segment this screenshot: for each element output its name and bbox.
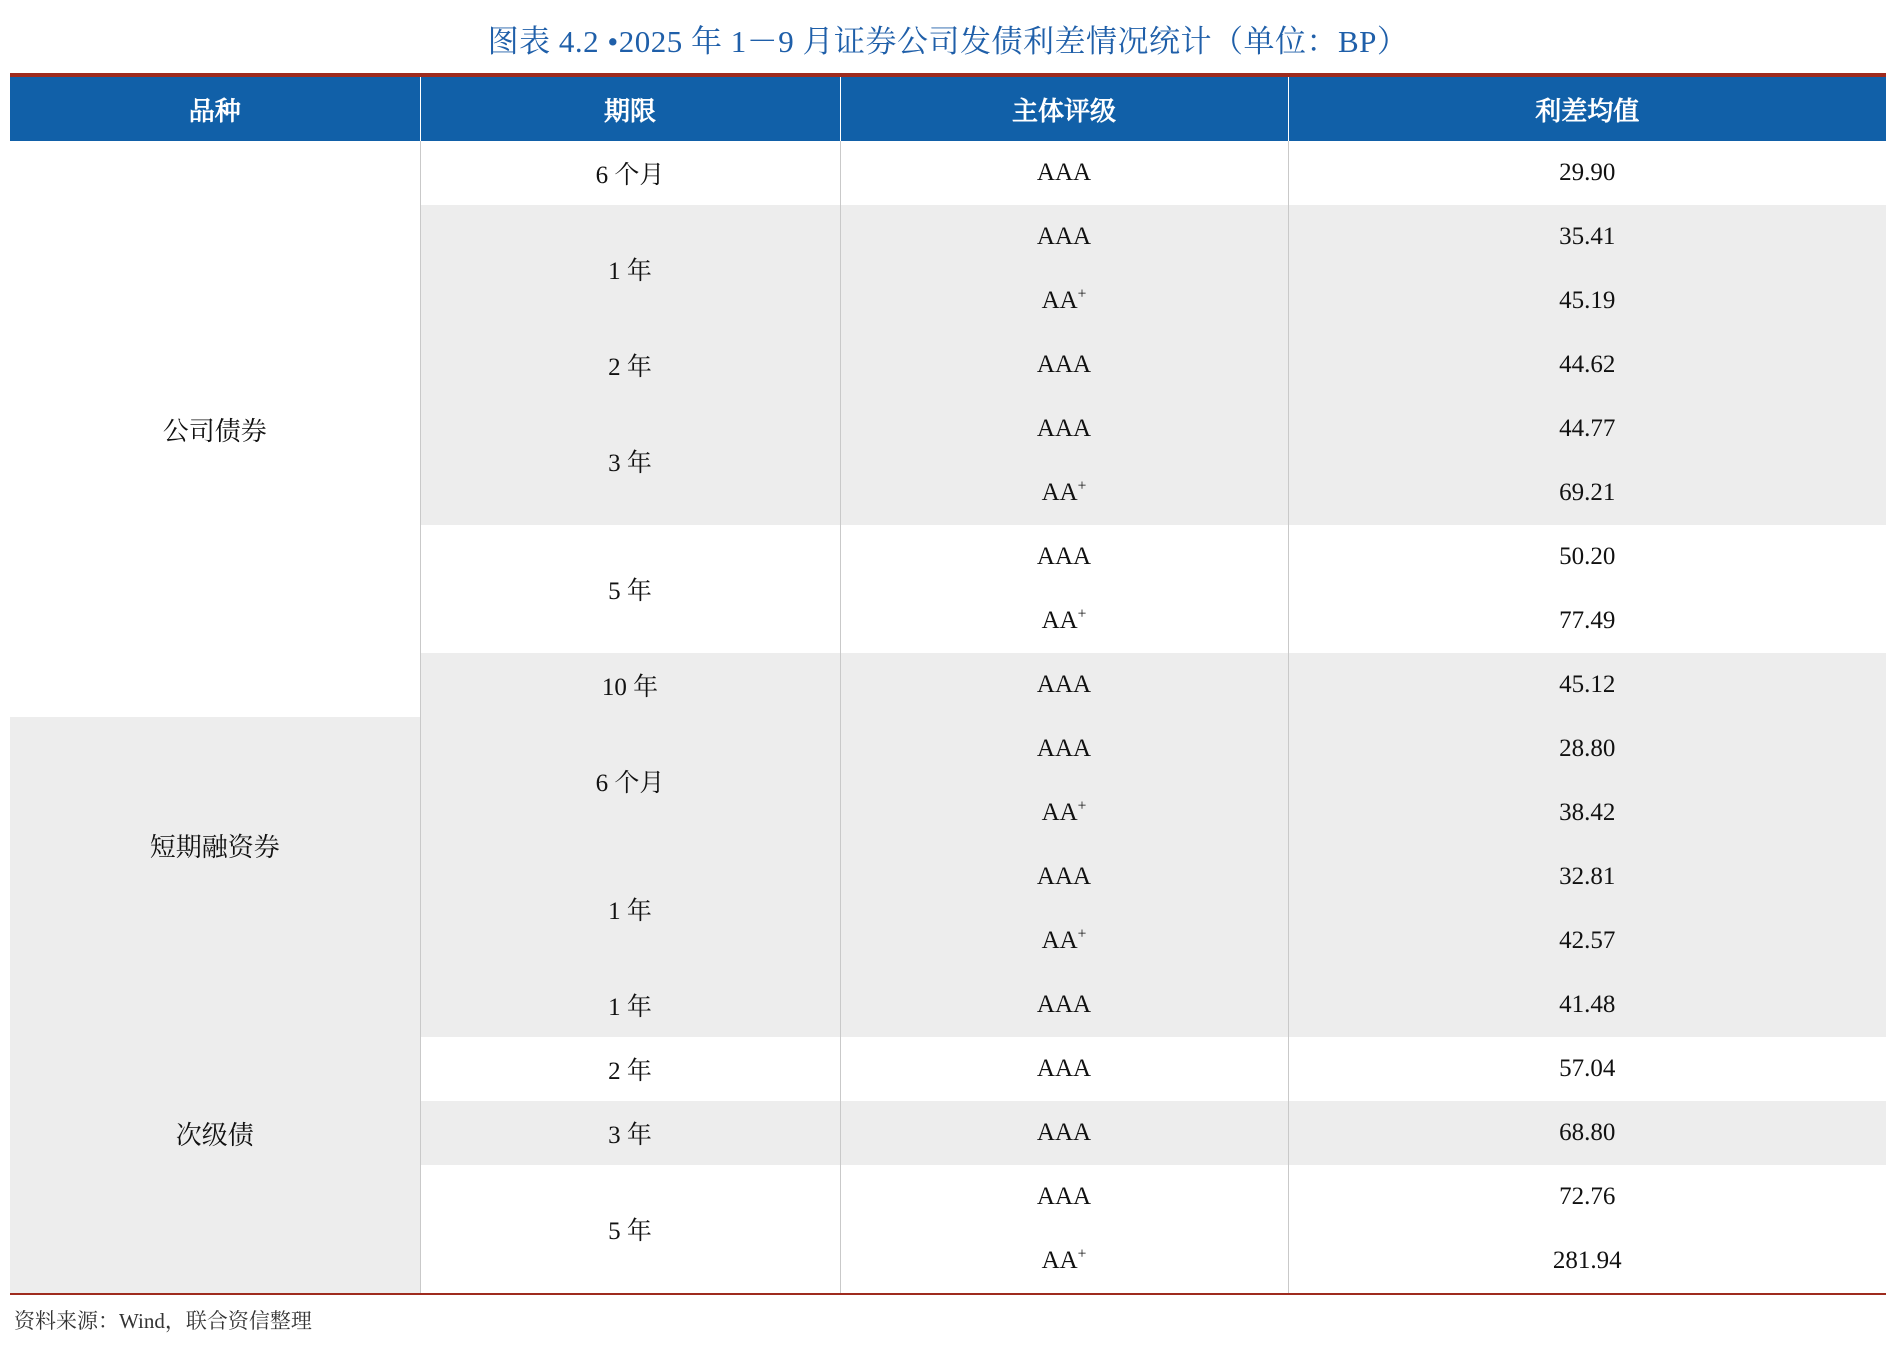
cell-rating: AA+ <box>840 1229 1288 1293</box>
cell-rating: AA+ <box>840 269 1288 333</box>
cell-term: 5 年 <box>420 525 840 653</box>
cell-rating: AAA <box>840 397 1288 461</box>
header-row <box>10 77 1886 141</box>
cell-spread-value: 32.81 <box>1288 845 1886 909</box>
figure-title: 图表 4.2 •2025 年 1－9 月证券公司发债利差情况统计（单位：BP） <box>487 24 1409 59</box>
cell-spread-value: 72.76 <box>1288 1165 1886 1229</box>
table-row <box>10 717 1886 781</box>
cell-spread-value: 77.49 <box>1288 589 1886 653</box>
cell-rating: AAA <box>840 717 1288 781</box>
column-header-rating: 主体评级 <box>840 77 1288 141</box>
table-row <box>10 141 1886 205</box>
rating-plus-sign: + <box>1077 925 1087 943</box>
table-body <box>10 141 1886 1293</box>
spread-statistics-table <box>10 77 1886 1293</box>
cell-spread-value: 41.48 <box>1288 973 1886 1037</box>
cell-rating: AAA <box>840 525 1288 589</box>
source-note: 资料来源：Wind，联合资信整理 <box>14 1309 312 1333</box>
cell-rating: AA+ <box>840 589 1288 653</box>
cell-rating: AAA <box>840 845 1288 909</box>
cell-spread-value: 69.21 <box>1288 461 1886 525</box>
rating-plus-sign: + <box>1077 797 1087 815</box>
rating-plus-sign: + <box>1077 1245 1087 1263</box>
cell-term: 10 年 <box>420 653 840 717</box>
cell-rating: AAA <box>840 1101 1288 1165</box>
cell-term: 1 年 <box>420 845 840 973</box>
table-bottom-rule <box>10 1293 1886 1295</box>
cell-term: 2 年 <box>420 1037 840 1101</box>
cell-spread-value: 44.62 <box>1288 333 1886 397</box>
cell-rating: AA+ <box>840 781 1288 845</box>
cell-spread-value: 45.19 <box>1288 269 1886 333</box>
cell-spread-value: 45.12 <box>1288 653 1886 717</box>
cell-rating: AA+ <box>840 461 1288 525</box>
cell-spread-value: 50.20 <box>1288 525 1886 589</box>
cell-term: 6 个月 <box>420 141 840 205</box>
column-header-variety: 品种 <box>10 77 420 141</box>
cell-rating: AAA <box>840 973 1288 1037</box>
cell-term: 2 年 <box>420 333 840 397</box>
cell-term: 6 个月 <box>420 717 840 845</box>
column-header-spread: 利差均值 <box>1288 77 1886 141</box>
cell-term: 3 年 <box>420 397 840 525</box>
spread-table-container <box>10 73 1886 1293</box>
cell-rating: AAA <box>840 141 1288 205</box>
rating-plus-sign: + <box>1077 477 1087 495</box>
cell-rating: AAA <box>840 1165 1288 1229</box>
cell-term: 1 年 <box>420 205 840 333</box>
cell-spread-value: 57.04 <box>1288 1037 1886 1101</box>
cell-spread-value: 35.41 <box>1288 205 1886 269</box>
column-header-term: 期限 <box>420 77 840 141</box>
cell-rating: AAA <box>840 333 1288 397</box>
cell-spread-value: 281.94 <box>1288 1229 1886 1293</box>
cell-spread-value: 38.42 <box>1288 781 1886 845</box>
cell-term: 3 年 <box>420 1101 840 1165</box>
rating-plus-sign: + <box>1077 285 1087 303</box>
table-row <box>10 973 1886 1037</box>
cell-rating: AA+ <box>840 909 1288 973</box>
cell-term: 1 年 <box>420 973 840 1037</box>
cell-spread-value: 28.80 <box>1288 717 1886 781</box>
cell-variety: 短期融资券 <box>10 717 420 973</box>
cell-rating: AAA <box>840 205 1288 269</box>
cell-variety: 次级债 <box>10 973 420 1293</box>
cell-spread-value: 44.77 <box>1288 397 1886 461</box>
cell-spread-value: 42.57 <box>1288 909 1886 973</box>
cell-rating: AAA <box>840 653 1288 717</box>
cell-spread-value: 68.80 <box>1288 1101 1886 1165</box>
cell-rating: AAA <box>840 1037 1288 1101</box>
rating-plus-sign: + <box>1077 605 1087 623</box>
cell-variety: 公司债券 <box>10 141 420 717</box>
cell-spread-value: 29.90 <box>1288 141 1886 205</box>
cell-term: 5 年 <box>420 1165 840 1293</box>
table-header <box>10 77 1886 141</box>
